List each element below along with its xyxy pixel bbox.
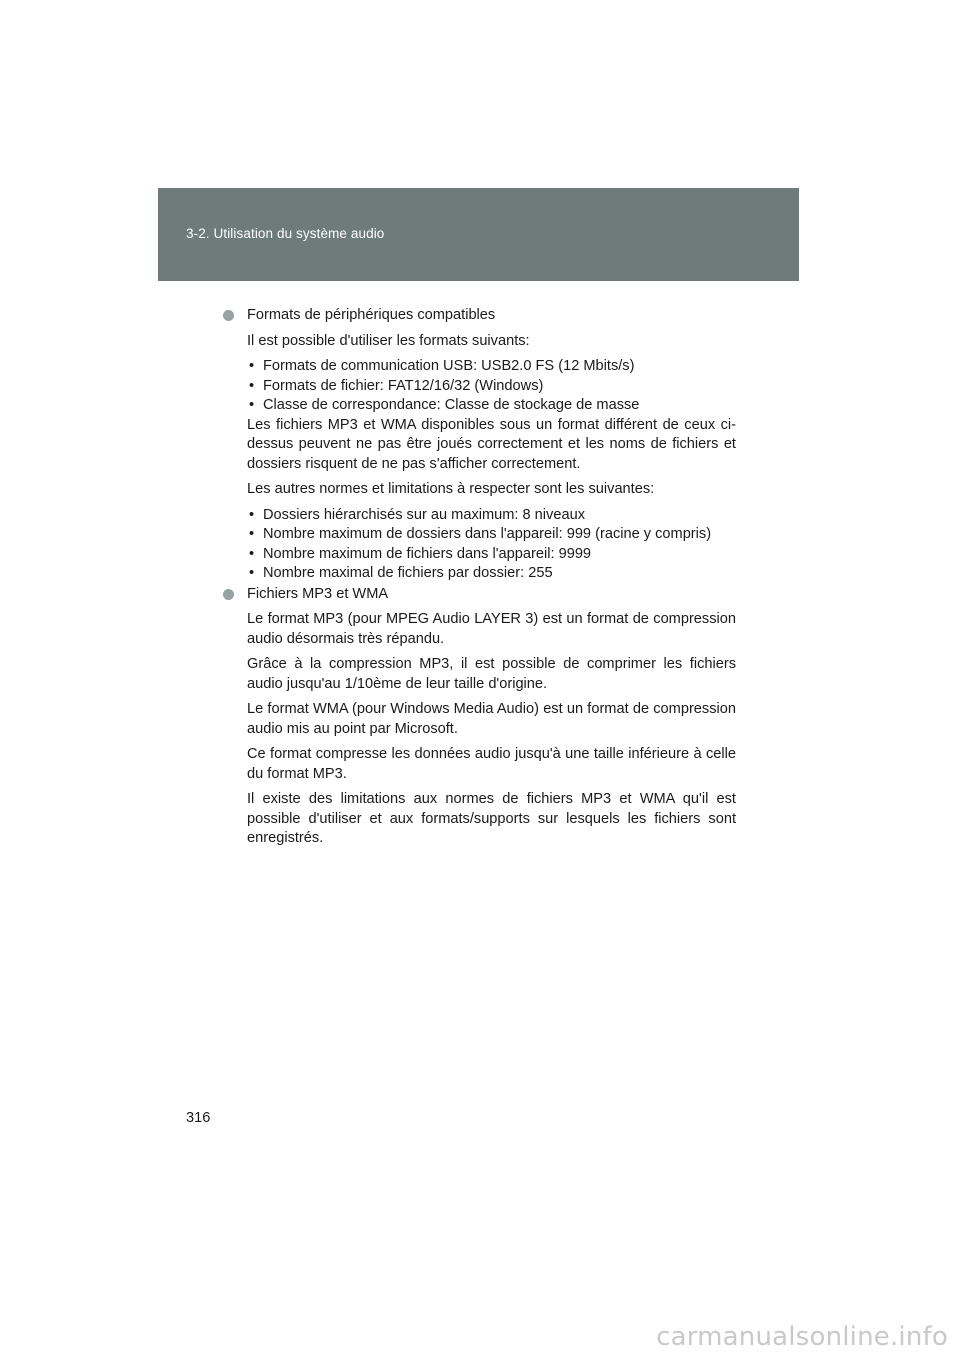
page-content [222,306,736,849]
section-title: 3-2. Utilisation du système audio [186,226,385,241]
section-heading-mp3-wma [222,585,736,605]
list-item: • Nombre maximum de fichiers dans l'appareil: 9999 [247,545,736,565]
list-item: • Formats de communication USB: USB2.0 FS (12 Mbits/s) [247,357,736,377]
paragraph: Il existe des limitations aux normes de fichiers MP3 et WMA qu'il est possible d'utiliser et aux formats/supports sur lesquels les fichiers sont enregistrés. [247,791,736,846]
list-item: • Nombre maximum de dossiers dans l'appareil: 999 (racine y compris) [247,525,736,545]
watermark: carmanualsonline.info [656,1322,948,1352]
list-item: • Formats de fichier: FAT12/16/32 (Windows) [247,377,736,397]
list-item: • Nombre maximal de fichiers par dossier: 255 [247,564,736,584]
section-heading-compatible-formats [222,306,736,326]
formats-list [222,357,736,416]
list-item: • Dossiers hiérarchisés sur au maximum: 8 niveaux [247,506,736,526]
formats-note: Les fichiers MP3 et WMA disponibles sous un format différent de ceux ci-dessus peuvent ne pas être joués correctement et les noms de fichiers et dossiers risquent de ne pas s'afficher correctement. [247,416,736,472]
limits-list [222,506,736,584]
paragraph: Grâce à la compression MP3, il est possible de comprimer les fichiers audio jusqu'au 1/10ème de leur taille d'origine. [247,656,736,692]
section-header-band [158,188,799,281]
page-number: 316 [186,1110,211,1126]
paragraph: Le format WMA (pour Windows Media Audio) est un format de compression audio mis au point par Microsoft. [247,701,736,737]
list-item: • Classe de correspondance: Classe de stockage de masse [247,396,736,416]
limits-intro: Les autres normes et limitations à respecter sont les suivantes: [247,481,655,497]
paragraph: Le format MP3 (pour MPEG Audio LAYER 3) est un format de compression audio désormais très répandu. [247,611,736,647]
circle-bullet-icon [223,589,234,600]
section-heading-text: Formats de périphériques compatibles [247,307,496,323]
section-heading-text: Fichiers MP3 et WMA [247,585,389,602]
circle-bullet-icon [223,310,234,321]
formats-intro: Il est possible d'utiliser les formats suivants: [247,332,530,349]
paragraph: Ce format compresse les données audio jusqu'à une taille inférieure à celle du format MP3. [247,746,736,782]
